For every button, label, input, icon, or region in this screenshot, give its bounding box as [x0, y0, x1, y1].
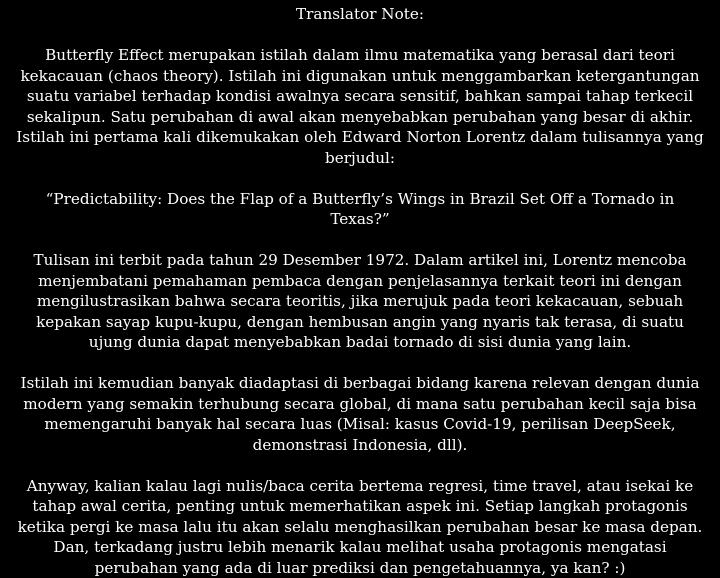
translator-note: [0, 4, 720, 578]
paragraph-definition: Butterfly Effect merupakan istilah dalam ilmu matematika yang berasal dari teori kekacauan (chaos theory). Istilah ini digunakan untuk menggambarkan ketergantungan suatu variabel terhadap kondisi awalnya secara sensitif, bahkan sampai tahap terkecil sekalipun. Satu perubahan di awal akan menyebabkan perubahan yang besar di akhir. Istilah ini pertama kali dikemukakan oleh Edward Norton Lorentz dalam tulisannya yang berjudul:: [16, 45, 704, 168]
paragraph-adaptation: Istilah ini kemudian banyak diadaptasi di berbagai bidang karena relevan dengan dunia modern yang semakin terhubung secara global, di mana satu perubahan kecil saja bisa memengaruhi banyak hal secara luas (Misal: kasus Covid-19, perilisan DeepSeek, demonstrasi Indonesia, dll).: [16, 373, 704, 455]
paragraph-publication: Tulisan ini terbit pada tahun 29 Desember 1972. Dalam artikel ini, Lorentz mencoba menjembatani pemahaman pembaca dengan penjelasannya terkait teori ini dengan mengilustrasikan bahwa secara teoritis, jika merujuk pada teori kekacauan, sebuah kepakan sayap kupu-kupu, dengan hembusan angin yang nyaris tak terasa, di suatu ujung dunia dapat menyebabkan badai tornado di sisi dunia yang lain.: [16, 250, 704, 353]
paragraph-quote: “Predictability: Does the Flap of a Butterfly’s Wings in Brazil Set Off a Tornado in Texas?”: [16, 189, 704, 230]
note-title: Translator Note:: [16, 4, 704, 25]
paragraph-closing: Anyway, kalian kalau lagi nulis/baca cerita bertema regresi, time travel, atau isekai ke tahap awal cerita, penting untuk memerhatikan aspek ini. Setiap langkah protagonis ketika pergi ke masa lalu itu akan selalu menghasilkan perubahan besar ke masa depan. Dan, terkadang justru lebih menarik kalau melihat usaha protagonis mengatasi perubahan yang ada di luar prediksi dan pengetahuannya, ya kan? :): [16, 476, 704, 578]
